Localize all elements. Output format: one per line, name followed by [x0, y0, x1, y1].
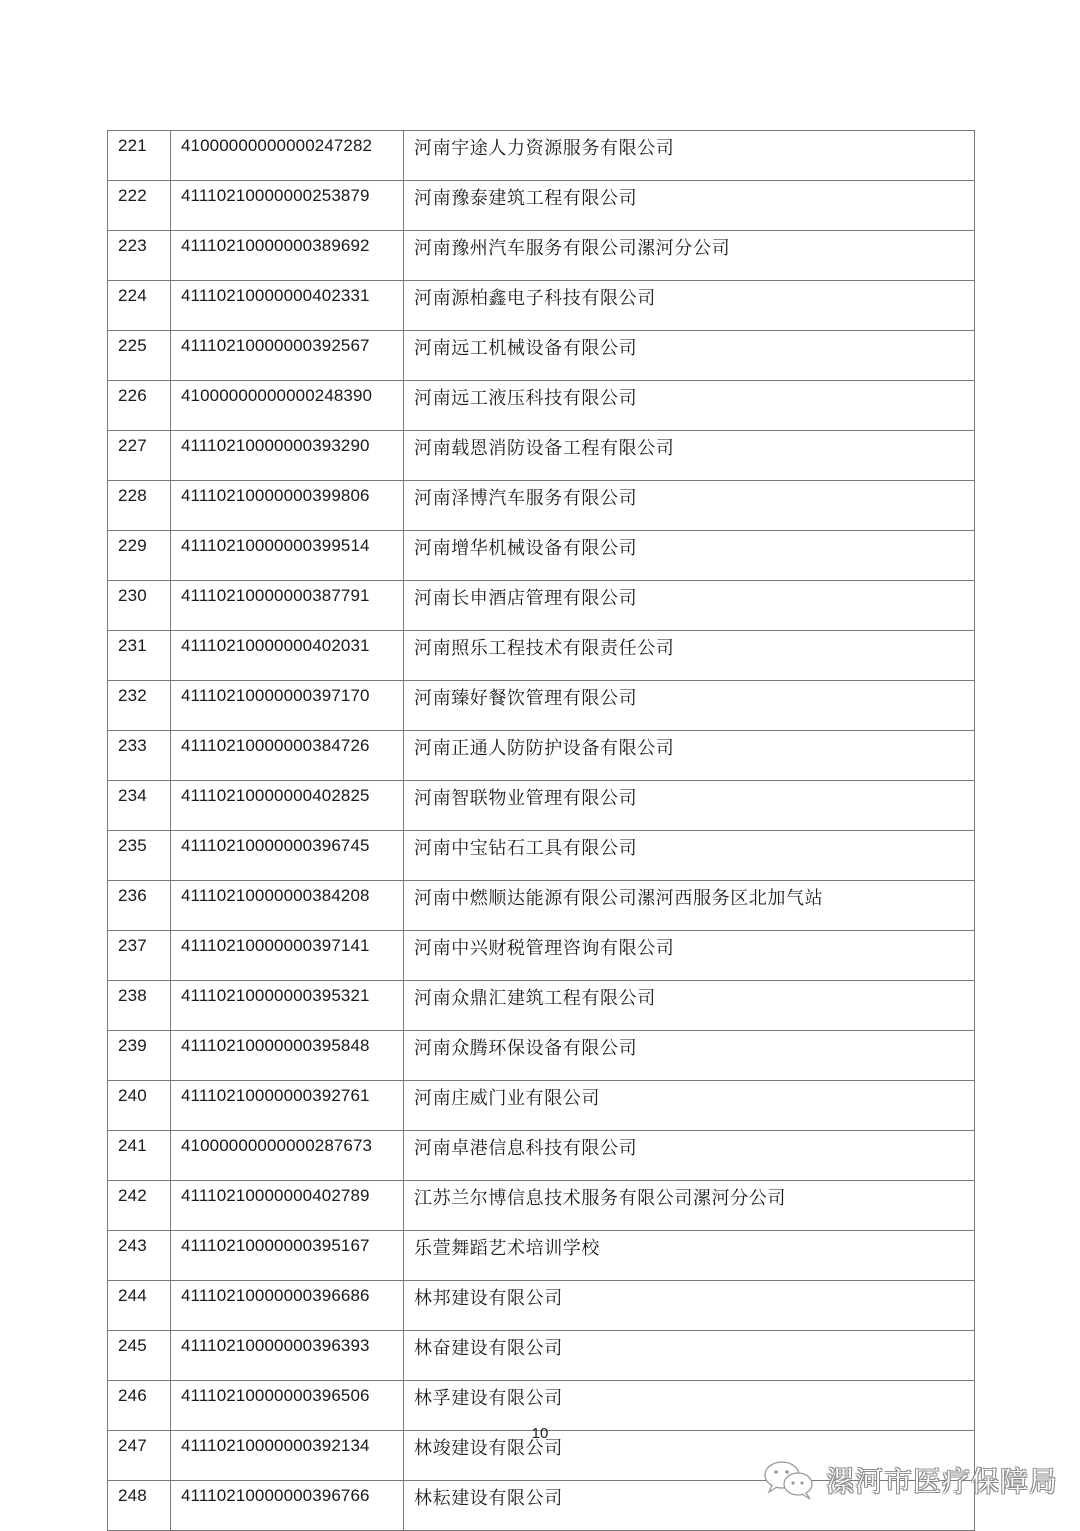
row-index-cell: 247	[108, 1431, 171, 1481]
row-index-cell: 228	[108, 481, 171, 531]
company-name-cell: 河南众鼎汇建筑工程有限公司	[404, 981, 975, 1031]
row-index-cell: 245	[108, 1331, 171, 1381]
table-row	[108, 881, 975, 931]
company-name-cell: 河南载恩消防设备工程有限公司	[404, 431, 975, 481]
table-row	[108, 681, 975, 731]
unit-code-cell: 41110210000000392567	[171, 331, 404, 381]
unit-code-cell: 41110210000000396745	[171, 831, 404, 881]
company-name-cell: 河南泽博汽车服务有限公司	[404, 481, 975, 531]
row-index-cell: 224	[108, 281, 171, 331]
unit-code-cell: 41110210000000389692	[171, 231, 404, 281]
company-name-cell: 林邦建设有限公司	[404, 1281, 975, 1331]
table-row	[108, 1381, 975, 1431]
unit-code-cell: 41110210000000402789	[171, 1181, 404, 1231]
unit-code-cell: 41110210000000392134	[171, 1431, 404, 1481]
table-body	[108, 131, 975, 1531]
row-index-cell: 221	[108, 131, 171, 181]
row-index-cell: 239	[108, 1031, 171, 1081]
table-row	[108, 731, 975, 781]
row-index-cell: 237	[108, 931, 171, 981]
company-name-cell: 河南众腾环保设备有限公司	[404, 1031, 975, 1081]
unit-code-cell: 41110210000000253879	[171, 181, 404, 231]
unit-code-cell: 41110210000000397170	[171, 681, 404, 731]
row-index-cell: 242	[108, 1181, 171, 1231]
unit-code-cell: 41110210000000402825	[171, 781, 404, 831]
unit-code-cell: 41000000000000248390	[171, 381, 404, 431]
company-name-cell: 林奋建设有限公司	[404, 1331, 975, 1381]
unit-code-cell: 41110210000000395848	[171, 1031, 404, 1081]
table-row	[108, 831, 975, 881]
unit-code-cell: 41110210000000384726	[171, 731, 404, 781]
row-index-cell: 232	[108, 681, 171, 731]
unit-code-cell: 41110210000000396766	[171, 1481, 404, 1531]
unit-code-cell: 41110210000000395321	[171, 981, 404, 1031]
company-roster-table	[107, 130, 975, 1531]
unit-code-cell: 41000000000000287673	[171, 1131, 404, 1181]
unit-code-cell: 41110210000000397141	[171, 931, 404, 981]
row-index-cell: 246	[108, 1381, 171, 1431]
table-row	[108, 531, 975, 581]
row-index-cell: 236	[108, 881, 171, 931]
unit-code-cell: 41110210000000399514	[171, 531, 404, 581]
company-name-cell: 河南宇途人力资源服务有限公司	[404, 131, 975, 181]
table-row	[108, 331, 975, 381]
company-name-cell: 河南卓港信息科技有限公司	[404, 1131, 975, 1181]
watermark-text: 漯河市医疗保障局	[826, 1465, 1059, 1498]
company-name-cell: 河南庄威门业有限公司	[404, 1081, 975, 1131]
table-row	[108, 781, 975, 831]
company-name-cell: 河南长申酒店管理有限公司	[404, 581, 975, 631]
row-index-cell: 227	[108, 431, 171, 481]
unit-code-cell: 41110210000000399806	[171, 481, 404, 531]
row-index-cell: 223	[108, 231, 171, 281]
row-index-cell: 230	[108, 581, 171, 631]
company-name-cell: 河南中燃顺达能源有限公司漯河西服务区北加气站	[404, 881, 975, 931]
company-name-cell: 河南增华机械设备有限公司	[404, 531, 975, 581]
unit-code-cell: 41110210000000393290	[171, 431, 404, 481]
company-name-cell: 河南臻好餐饮管理有限公司	[404, 681, 975, 731]
unit-code-cell: 41110210000000396686	[171, 1281, 404, 1331]
table-row	[108, 581, 975, 631]
company-name-cell: 河南照乐工程技术有限责任公司	[404, 631, 975, 681]
unit-code-cell: 41110210000000402031	[171, 631, 404, 681]
company-name-cell: 河南豫州汽车服务有限公司漯河分公司	[404, 231, 975, 281]
table-row	[108, 1081, 975, 1131]
row-index-cell: 238	[108, 981, 171, 1031]
table-row	[108, 381, 975, 431]
table-row	[108, 231, 975, 281]
company-name-cell: 河南远工液压科技有限公司	[404, 381, 975, 431]
unit-code-cell: 41110210000000402331	[171, 281, 404, 331]
table-row	[108, 131, 975, 181]
row-index-cell: 231	[108, 631, 171, 681]
row-index-cell: 229	[108, 531, 171, 581]
unit-code-cell: 41110210000000392761	[171, 1081, 404, 1131]
table-row	[108, 981, 975, 1031]
table-row	[108, 1331, 975, 1381]
row-index-cell: 235	[108, 831, 171, 881]
table-row	[108, 631, 975, 681]
row-index-cell: 240	[108, 1081, 171, 1131]
table-row	[108, 281, 975, 331]
unit-code-cell: 41110210000000395167	[171, 1231, 404, 1281]
unit-code-cell: 41110210000000396506	[171, 1381, 404, 1431]
unit-code-cell: 41110210000000396393	[171, 1331, 404, 1381]
row-index-cell: 244	[108, 1281, 171, 1331]
company-name-cell: 河南中兴财税管理咨询有限公司	[404, 931, 975, 981]
company-name-cell: 河南远工机械设备有限公司	[404, 331, 975, 381]
row-index-cell: 225	[108, 331, 171, 381]
row-index-cell: 234	[108, 781, 171, 831]
row-index-cell: 222	[108, 181, 171, 231]
unit-code-cell: 41000000000000247282	[171, 131, 404, 181]
table-row	[108, 1181, 975, 1231]
unit-code-cell: 41110210000000384208	[171, 881, 404, 931]
table-row	[108, 181, 975, 231]
company-name-cell: 林耘建设有限公司	[404, 1481, 975, 1531]
wechat-icon	[760, 1458, 820, 1502]
row-index-cell: 241	[108, 1131, 171, 1181]
table-row	[108, 431, 975, 481]
company-name-cell: 林竣建设有限公司	[404, 1431, 975, 1481]
table-row	[108, 1031, 975, 1081]
row-index-cell: 226	[108, 381, 171, 431]
table-row	[108, 931, 975, 981]
company-name-cell: 河南智联物业管理有限公司	[404, 781, 975, 831]
company-name-cell: 乐萱舞蹈艺术培训学校	[404, 1231, 975, 1281]
company-name-cell: 河南源柏鑫电子科技有限公司	[404, 281, 975, 331]
watermark	[760, 1458, 1058, 1502]
company-name-cell: 河南豫泰建筑工程有限公司	[404, 181, 975, 231]
table-row	[108, 1131, 975, 1181]
company-name-cell: 河南中宝钻石工具有限公司	[404, 831, 975, 881]
row-index-cell: 233	[108, 731, 171, 781]
company-name-cell: 河南正通人防防护设备有限公司	[404, 731, 975, 781]
company-name-cell: 江苏兰尔博信息技术服务有限公司漯河分公司	[404, 1181, 975, 1231]
company-name-cell: 林孚建设有限公司	[404, 1381, 975, 1431]
table-row	[108, 1281, 975, 1331]
table-row	[108, 481, 975, 531]
row-index-cell: 243	[108, 1231, 171, 1281]
table-row	[108, 1231, 975, 1281]
page-number: 10	[531, 1425, 549, 1442]
row-index-cell: 248	[108, 1481, 171, 1531]
unit-code-cell: 41110210000000387791	[171, 581, 404, 631]
